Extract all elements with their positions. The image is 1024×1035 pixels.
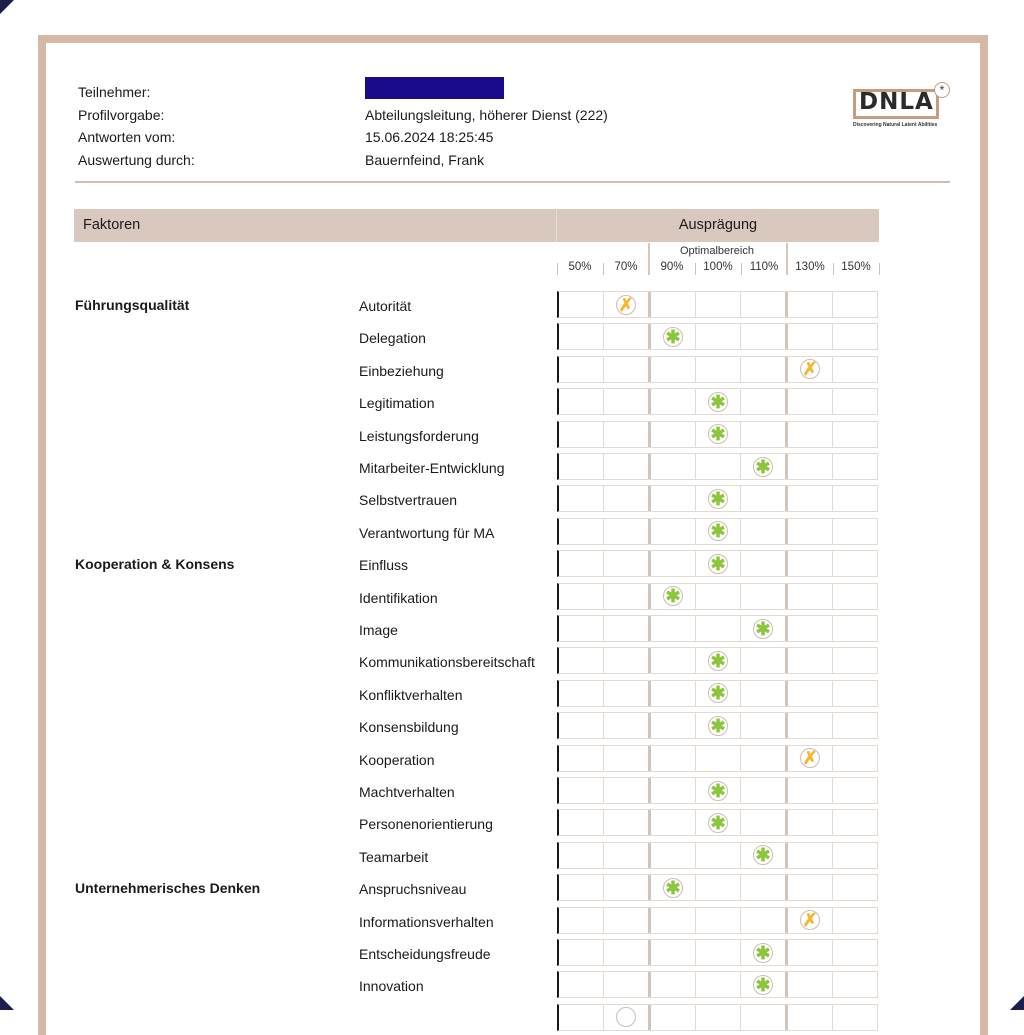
score-row (557, 583, 878, 610)
score-cell (788, 972, 833, 997)
score-cell (651, 940, 696, 965)
score-cell (741, 746, 788, 771)
score-cell (604, 713, 651, 738)
optimal-asterisk-icon: ✱ (663, 586, 683, 606)
score-cell (741, 810, 788, 835)
score-cell (604, 616, 651, 641)
score-cell (741, 908, 788, 933)
score-cell (833, 648, 877, 673)
score-row (557, 647, 878, 674)
factor-label: Anspruchsniveau (359, 881, 467, 898)
score-cell (651, 389, 696, 414)
score-cell (559, 584, 604, 609)
optimal-asterisk-icon: ✱ (708, 554, 728, 574)
score-cell (651, 357, 696, 382)
score-cell (604, 778, 651, 803)
score-cell (559, 810, 604, 835)
score-cell (741, 648, 788, 673)
score-cell (833, 875, 877, 900)
score-cell (833, 908, 877, 933)
score-cell (559, 422, 604, 447)
score-cell (651, 486, 696, 511)
score-cell (741, 584, 788, 609)
asterisk-icon: * (934, 82, 950, 98)
score-cell (741, 1005, 788, 1030)
score-cell (604, 940, 651, 965)
meta-answered (78, 126, 608, 149)
score-cell (788, 357, 833, 382)
score-cell (741, 357, 788, 382)
category-label: Unternehmerisches Denken (75, 880, 261, 897)
score-cell (651, 1005, 696, 1030)
factor-label: Image (359, 622, 398, 638)
deviation-figure-icon: ✗ (800, 748, 820, 768)
optimal-range-label: Optimalbereich (680, 245, 754, 257)
score-cell (741, 843, 788, 868)
score-cell (604, 810, 651, 835)
score-cell (559, 713, 604, 738)
score-cell (559, 843, 604, 868)
score-cell (651, 422, 696, 447)
meta-label: Antworten vom: (78, 129, 176, 145)
score-cell (788, 454, 833, 479)
score-cell (788, 681, 833, 706)
score-cell (788, 324, 833, 349)
factor-label: Delegation (359, 330, 426, 347)
meta-value: Bauernfeind, Frank (365, 151, 485, 168)
score-cell (833, 778, 877, 803)
column-header-expression: Ausprägung (678, 217, 758, 233)
factor-label: Kommunikationsbereitschaft (359, 654, 535, 671)
score-cell (833, 357, 877, 382)
score-cell (559, 972, 604, 997)
score-cell (696, 422, 741, 447)
optimal-asterisk-icon: ✱ (663, 327, 683, 347)
score-cell (696, 908, 741, 933)
table-header (74, 209, 879, 242)
score-cell (833, 843, 877, 868)
score-cell (833, 584, 877, 609)
scale-tick-label: 110% (749, 261, 779, 273)
factor-label: Identifikation (359, 589, 438, 606)
score-cell (651, 875, 696, 900)
score-cell (559, 486, 604, 511)
score-cell (604, 875, 651, 900)
score-cell (741, 875, 788, 900)
score-cell (696, 551, 741, 576)
score-cell (696, 778, 741, 803)
category-label: Führungsqualität (75, 297, 190, 313)
optimal-asterisk-icon: ✱ (753, 943, 773, 963)
score-cell (696, 324, 741, 349)
score-cell (559, 908, 604, 933)
score-cell (788, 584, 833, 609)
score-cell (833, 519, 877, 544)
score-cell (696, 616, 741, 641)
meta-label: Teilnehmer: (78, 84, 151, 100)
factor-label: Kooperation (359, 751, 435, 768)
window-corner (0, 0, 14, 14)
score-cell (559, 292, 604, 317)
meta-label: Profilvorgabe: (78, 106, 165, 123)
score-cell (788, 422, 833, 447)
score-cell (833, 486, 877, 511)
score-cell (741, 713, 788, 738)
score-cell (696, 713, 741, 738)
score-cell (651, 746, 696, 771)
score-cell (696, 648, 741, 673)
factor-label: Legitimation (359, 395, 435, 412)
score-cell (788, 746, 833, 771)
score-cell (604, 357, 651, 382)
score-cell (604, 324, 651, 349)
score-cell (696, 1005, 741, 1030)
score-cell (559, 324, 604, 349)
score-row (557, 615, 878, 642)
score-cell (833, 746, 877, 771)
score-cell (559, 454, 604, 479)
score-cell (833, 422, 877, 447)
score-cell (833, 292, 877, 317)
score-cell (604, 519, 651, 544)
score-cell (788, 648, 833, 673)
deviation-figure-icon: ✗ (800, 910, 820, 930)
score-cell (559, 875, 604, 900)
score-cell (559, 681, 604, 706)
score-cell (651, 972, 696, 997)
score-cell (604, 292, 651, 317)
score-cell (559, 1005, 604, 1030)
score-cell (651, 616, 696, 641)
score-cell (651, 843, 696, 868)
score-cell (741, 422, 788, 447)
score-row (557, 971, 878, 998)
score-row (557, 291, 878, 318)
scale-tick-label: 70% (614, 261, 638, 273)
factor-label: Leistungsforderung (359, 427, 479, 444)
score-cell (651, 292, 696, 317)
score-cell (696, 519, 741, 544)
score-row (557, 485, 878, 512)
score-cell (559, 551, 604, 576)
score-cell (833, 551, 877, 576)
score-cell (741, 778, 788, 803)
score-cell (833, 324, 877, 349)
score-row (557, 680, 878, 707)
optimal-asterisk-icon: ✱ (753, 619, 773, 639)
score-cell (696, 292, 741, 317)
optimal-asterisk-icon: ✱ (753, 975, 773, 995)
meta-participant (78, 81, 608, 104)
score-cell (651, 519, 696, 544)
score-cell (741, 616, 788, 641)
score-cell (741, 389, 788, 414)
score-cell (651, 648, 696, 673)
optimal-asterisk-icon: ✱ (708, 521, 728, 541)
optimal-asterisk-icon: ✱ (708, 683, 728, 703)
scale-tick-label: 90% (660, 261, 684, 273)
score-cell (696, 875, 741, 900)
score-cell (788, 843, 833, 868)
score-cell (696, 940, 741, 965)
optimal-asterisk-icon: ✱ (753, 845, 773, 865)
score-row (557, 712, 878, 739)
score-cell (833, 681, 877, 706)
score-row (557, 809, 878, 836)
score-cell (788, 389, 833, 414)
score-row (557, 518, 878, 545)
optimal-asterisk-icon: ✱ (708, 716, 728, 736)
score-cell (741, 486, 788, 511)
score-cell (651, 584, 696, 609)
factor-label: Entscheidungsfreude (359, 946, 491, 962)
score-cell (651, 681, 696, 706)
column-header-factors: Faktoren (83, 217, 141, 233)
optimal-asterisk-icon: ✱ (663, 878, 683, 898)
score-row (557, 388, 878, 415)
optimal-asterisk-icon: ✱ (708, 489, 728, 509)
score-cell (559, 616, 604, 641)
score-cell (696, 746, 741, 771)
score-cell (696, 972, 741, 997)
scale-tick-label: 150% (841, 261, 871, 273)
score-cell (696, 486, 741, 511)
factor-label: Innovation (359, 978, 424, 995)
optimal-asterisk-icon: ✱ (708, 813, 728, 833)
score-cell (559, 746, 604, 771)
score-cell (788, 810, 833, 835)
score-cell (788, 940, 833, 965)
logo-text: DNLA (859, 89, 934, 115)
score-cell (696, 454, 741, 479)
meta-value: 15.06.2024 18:25:45 (365, 129, 494, 145)
scale-tick-label: 100% (703, 261, 733, 273)
meta-profile (78, 104, 608, 127)
score-cell (788, 292, 833, 317)
score-cell (651, 551, 696, 576)
deviation-figure-icon (616, 1007, 636, 1027)
score-row (557, 874, 878, 901)
score-cell (833, 1005, 877, 1030)
tick-mark (695, 263, 696, 275)
optimal-asterisk-icon: ✱ (708, 781, 728, 801)
score-cell (788, 486, 833, 511)
score-cell (696, 843, 741, 868)
optimal-range-boundary (648, 243, 650, 275)
logo-subtitle: Discovering Natural Latent Abilities (853, 122, 938, 128)
score-cell (741, 454, 788, 479)
score-cell (604, 1005, 651, 1030)
score-cell (651, 713, 696, 738)
deviation-figure-icon: ✗ (800, 359, 820, 379)
tick-mark (833, 263, 834, 275)
score-cell (788, 713, 833, 738)
optimal-asterisk-icon: ✱ (708, 651, 728, 671)
score-cell (833, 713, 877, 738)
score-row (557, 745, 878, 772)
tick-mark (741, 263, 742, 275)
optimal-range-boundary (786, 243, 788, 275)
score-cell (696, 584, 741, 609)
factor-label: Verantwortung für MA (359, 524, 495, 541)
score-row (557, 421, 878, 448)
tick-mark (557, 263, 558, 275)
score-cell (604, 843, 651, 868)
score-cell (604, 681, 651, 706)
scale-tick-label: 50% (568, 261, 592, 273)
factor-label: Einfluss (359, 557, 409, 574)
score-cell (833, 389, 877, 414)
score-cell (741, 681, 788, 706)
score-cell (696, 810, 741, 835)
score-cell (651, 454, 696, 479)
score-row (557, 356, 878, 383)
factor-label: Mitarbeiter-Entwicklung (359, 460, 505, 476)
factor-label: Konfliktverhalten (359, 686, 463, 703)
category-label: Kooperation & Konsens (75, 556, 235, 573)
report-meta (78, 81, 608, 171)
score-cell (788, 551, 833, 576)
scale-header (557, 243, 879, 279)
score-cell (651, 810, 696, 835)
score-cell (559, 389, 604, 414)
score-row (557, 550, 878, 577)
factor-label: Informationsverhalten (359, 913, 494, 930)
score-cell (651, 778, 696, 803)
score-cell (559, 357, 604, 382)
score-cell (741, 519, 788, 544)
score-cell (696, 681, 741, 706)
factor-label: Machtverhalten (359, 784, 455, 800)
factor-label: Einbeziehung (359, 362, 444, 379)
factor-label: Selbstvertrauen (359, 492, 458, 509)
score-cell (741, 551, 788, 576)
score-row (557, 777, 878, 804)
score-cell (559, 778, 604, 803)
divider (75, 181, 950, 183)
factor-label: Konsensbildung (359, 719, 459, 736)
score-cell (604, 972, 651, 997)
score-row (557, 453, 878, 480)
score-cell (604, 551, 651, 576)
score-cell (604, 389, 651, 414)
window-corner (1010, 996, 1024, 1010)
score-cell (741, 940, 788, 965)
meta-label: Auswertung durch: (78, 151, 195, 168)
tick-mark (879, 263, 880, 275)
score-cell (833, 616, 877, 641)
optimal-asterisk-icon: ✱ (708, 392, 728, 412)
score-row (557, 323, 878, 350)
score-cell (788, 875, 833, 900)
meta-evaluator (78, 149, 608, 172)
factor-label: Teamarbeit (359, 848, 429, 865)
score-cell (604, 908, 651, 933)
score-cell (833, 940, 877, 965)
score-cell (651, 324, 696, 349)
score-cell (788, 908, 833, 933)
score-cell (604, 422, 651, 447)
score-cell (741, 972, 788, 997)
score-row (557, 842, 878, 869)
score-cell (788, 778, 833, 803)
score-cell (559, 519, 604, 544)
tick-mark (603, 263, 604, 275)
factor-label: Personenorientierung (359, 816, 493, 833)
score-row (557, 1004, 878, 1031)
redacted-name (365, 77, 504, 99)
score-cell (604, 486, 651, 511)
window-corner (0, 996, 14, 1010)
score-cell (604, 584, 651, 609)
meta-value: Abteilungsleitung, höherer Dienst (222) (365, 106, 608, 123)
score-cell (696, 357, 741, 382)
optimal-asterisk-icon: ✱ (708, 424, 728, 444)
score-cell (604, 454, 651, 479)
optimal-asterisk-icon: ✱ (753, 457, 773, 477)
score-cell (696, 389, 741, 414)
dnla-logo (853, 83, 949, 132)
score-cell (788, 616, 833, 641)
score-cell (559, 940, 604, 965)
score-cell (833, 972, 877, 997)
score-cell (604, 648, 651, 673)
score-cell (788, 1005, 833, 1030)
score-row (557, 907, 878, 934)
factor-label: Autorität (359, 298, 412, 314)
score-cell (604, 746, 651, 771)
score-cell (741, 324, 788, 349)
scale-tick-label: 130% (795, 261, 825, 273)
score-cell (651, 908, 696, 933)
score-cell (833, 810, 877, 835)
deviation-figure-icon: ✗ (616, 295, 636, 315)
score-cell (833, 454, 877, 479)
score-cell (741, 292, 788, 317)
score-cell (788, 519, 833, 544)
score-row (557, 939, 878, 966)
score-cell (559, 648, 604, 673)
